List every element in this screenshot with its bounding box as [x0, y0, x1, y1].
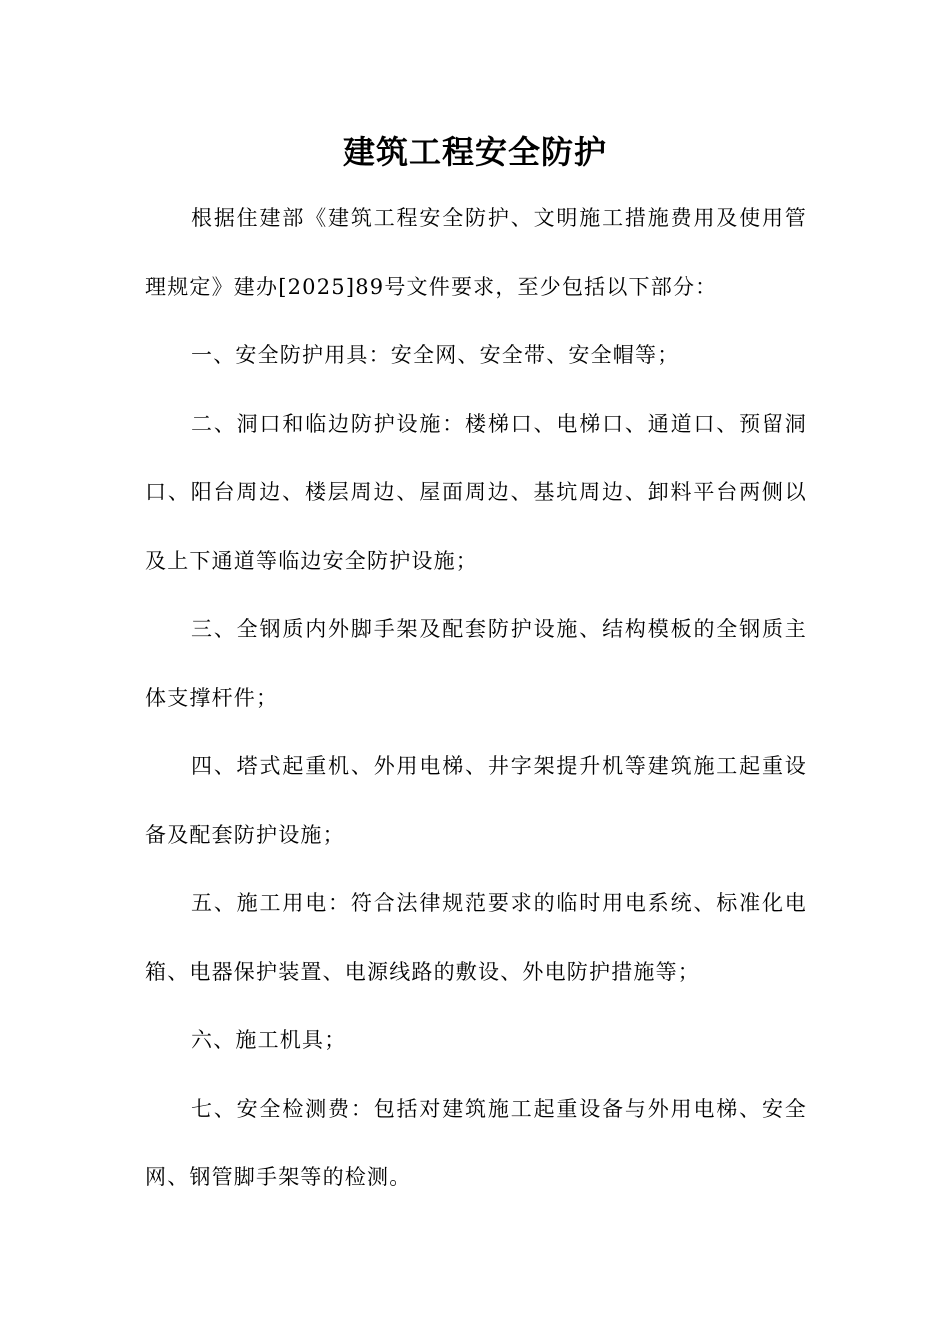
paragraph-item-3: 三、全钢质内外脚手架及配套防护设施、结构模板的全钢质主体支撑杆件；	[145, 617, 807, 710]
document-body	[145, 184, 807, 1212]
document-title: 建筑工程安全防护	[342, 133, 607, 171]
paragraph-item-7: 七、安全检测费：包括对建筑施工起重设备与外用电梯、安全网、钢管脚手架等的检测。	[145, 1096, 807, 1189]
paragraph-intro: 根据住建部《建筑工程安全防护、文明施工措施费用及使用管理规定》建办[2025]89号文件要求，至少包括以下部分：	[145, 206, 807, 299]
paragraph-item-6: 六、施工机具；	[191, 1028, 347, 1052]
paragraph-item-1: 一、安全防护用具：安全网、安全带、安全帽等；	[191, 343, 680, 367]
paragraph-item-4: 四、塔式起重机、外用电梯、井字架提升机等建筑施工起重设备及配套防护设施；	[145, 754, 807, 847]
paragraph-item-5: 五、施工用电：符合法律规范要求的临时用电系统、标准化电箱、电器保护装置、电源线路的敷设、外电防护措施等；	[145, 891, 807, 984]
paragraph-item-2: 二、洞口和临边防护设施：楼梯口、电梯口、通道口、预留洞口、阳台周边、楼层周边、屋面周边、基坑周边、卸料平台两侧以及上下通道等临边安全防护设施；	[145, 411, 807, 573]
